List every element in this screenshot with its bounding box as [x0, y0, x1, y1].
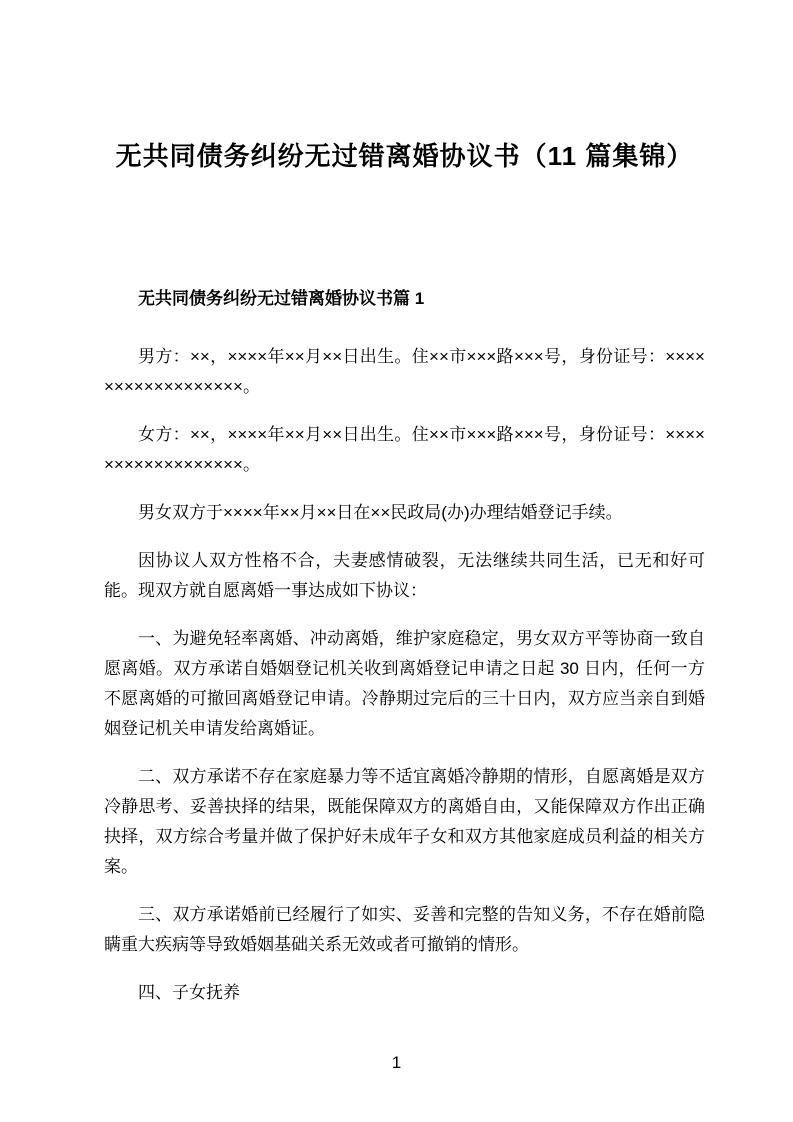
- page-number: 1: [391, 1053, 402, 1072]
- document-title: 无共同债务纠纷无过错离婚协议书（11 篇集锦）: [115, 141, 694, 171]
- paragraph-marriage-registration: 男女双方于××××年××月××日在××民政局(办)办理结婚登记手续。: [138, 503, 623, 522]
- paragraph-clause-3: 三、双方承诺婚前已经履行了如实、妥善和完整的告知义务，不存在婚前隐瞒重大疾病等导致婚姻基础关系无效或者可撤销的情形。: [104, 905, 705, 954]
- paragraph-clause-4-heading: 四、子女抚养: [138, 983, 240, 1002]
- page-footer: [0, 1052, 793, 1074]
- paragraph-husband-info: 男方：××，××××年××月××日出生。住××市×××路×××号，身份证号：××××××××××××××××××。: [104, 347, 705, 396]
- paragraph-clause-2: 二、双方承诺不存在家庭暴力等不适宜离婚冷静期的情形，自愿离婚是双方冷静思考、妥善抉择的结果，既能保障双方的离婚自由，又能保障双方作出正确抉择，双方综合考量并做了保护好未成年子女和双方其他家庭成员利益的相关方案。: [104, 767, 705, 876]
- section-heading: 无共同债务纠纷无过错离婚协议书篇 1: [138, 289, 425, 308]
- paragraph-divorce-reason: 因协议人双方性格不合，夫妻感情破裂，无法继续共同生活，已无和好可能。现双方就自愿离婚一事达成如下协议：: [104, 551, 705, 600]
- paragraph-wife-info: 女方：××，××××年××月××日出生。住××市×××路×××号，身份证号：××××××××××××××××××。: [104, 425, 705, 474]
- paragraph-clause-1: 一、为避免轻率离婚、冲动离婚，维护家庭稳定，男女双方平等协商一致自愿离婚。双方承诺自婚姻登记机关收到离婚登记申请之日起 30 日内，任何一方不愿离婚的可撤回离婚登记申请。冷静期过完后的三十日内，双方应当亲自到婚姻登记机关申请发给离婚证。: [104, 629, 705, 738]
